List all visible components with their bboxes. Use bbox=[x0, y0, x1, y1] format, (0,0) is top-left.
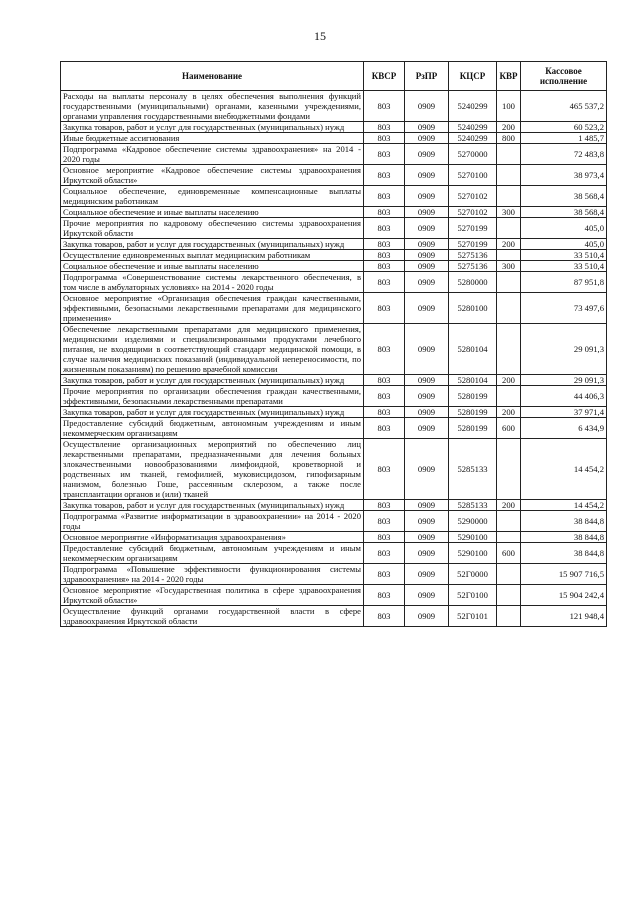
cell-kvsr: 803 bbox=[364, 606, 405, 627]
cell-kvr bbox=[497, 186, 521, 207]
cell-name: Осуществление организационных мероприятий по обеспечению лиц лекарственными препаратами, предназначенными для лечения больных злокачественными новообразованиями лимфоидной, кроветворной и родственных им тканей, гемофилией, муковисцидозом, гипофизарным нанизмом, болезнью Гоше, рассеянным склерозом, а также после трансплантации органов и (или) тканей bbox=[61, 439, 364, 500]
cell-amount: 29 091,3 bbox=[521, 375, 607, 386]
cell-rzpr: 0909 bbox=[405, 585, 449, 606]
table-row bbox=[61, 500, 607, 511]
cell-kvr bbox=[497, 386, 521, 407]
cell-rzpr: 0909 bbox=[405, 186, 449, 207]
cell-amount: 1 485,7 bbox=[521, 133, 607, 144]
cell-kcsr: 5280000 bbox=[449, 272, 497, 293]
cell-rzpr: 0909 bbox=[405, 250, 449, 261]
cell-rzpr: 0909 bbox=[405, 511, 449, 532]
cell-amount: 38 844,8 bbox=[521, 543, 607, 564]
cell-kcsr: 5270102 bbox=[449, 186, 497, 207]
cell-rzpr: 0909 bbox=[405, 239, 449, 250]
cell-kcsr: 52Г0101 bbox=[449, 606, 497, 627]
cell-kcsr: 5280104 bbox=[449, 324, 497, 375]
cell-kvr bbox=[497, 439, 521, 500]
cell-kvsr: 803 bbox=[364, 500, 405, 511]
cell-kvsr: 803 bbox=[364, 186, 405, 207]
cell-name: Обеспечение лекарственными препаратами для медицинского применения, медицинскими изделиями и специализированными продуктами лечебного питания, не входящими в соответствующий стандарт медицинской помощи, в случае наличия медицинских показаний (индивидуальной непереносимости, по жизненным показаниям) по решению врачебной комиссии bbox=[61, 324, 364, 375]
table-row bbox=[61, 207, 607, 218]
cell-rzpr: 0909 bbox=[405, 324, 449, 375]
cell-amount: 38 568,4 bbox=[521, 186, 607, 207]
cell-rzpr: 0909 bbox=[405, 207, 449, 218]
cell-kvsr: 803 bbox=[364, 564, 405, 585]
cell-kvr bbox=[497, 532, 521, 543]
cell-rzpr: 0909 bbox=[405, 543, 449, 564]
table-row bbox=[61, 543, 607, 564]
cell-kvsr: 803 bbox=[364, 543, 405, 564]
cell-name: Расходы на выплаты персоналу в целях обеспечения выполнения функций государственными (муниципальными) органами, казенными учреждениями, органами управления государственными внебюджетными фондами bbox=[61, 91, 364, 122]
cell-kcsr: 5270199 bbox=[449, 218, 497, 239]
cell-name: Предоставление субсидий бюджетным, автономным учреждениям и иным некоммерческим организациям bbox=[61, 543, 364, 564]
page-number: 15 bbox=[314, 29, 326, 43]
cell-kvr bbox=[497, 250, 521, 261]
cell-rzpr: 0909 bbox=[405, 439, 449, 500]
cell-kvsr: 803 bbox=[364, 324, 405, 375]
cell-rzpr: 0909 bbox=[405, 293, 449, 324]
cell-kcsr: 52Г0000 bbox=[449, 564, 497, 585]
cell-kvr: 200 bbox=[497, 500, 521, 511]
cell-kvsr: 803 bbox=[364, 144, 405, 165]
cell-kcsr: 5240299 bbox=[449, 122, 497, 133]
cell-name: Подпрограмма «Повышение эффективности функционирования системы здравоохранения» на 2014 - 2020 годы bbox=[61, 564, 364, 585]
table-header-row bbox=[61, 62, 607, 91]
cell-kvsr: 803 bbox=[364, 250, 405, 261]
cell-rzpr: 0909 bbox=[405, 133, 449, 144]
cell-amount: 33 510,4 bbox=[521, 250, 607, 261]
cell-name: Иные бюджетные ассигнования bbox=[61, 133, 364, 144]
cell-rzpr: 0909 bbox=[405, 122, 449, 133]
cell-name: Социальное обеспечение, единовременные компенсационные выплаты медицинским работникам bbox=[61, 186, 364, 207]
cell-amount: 465 537,2 bbox=[521, 91, 607, 122]
table-row bbox=[61, 606, 607, 627]
cell-kvr bbox=[497, 272, 521, 293]
cell-amount: 14 454,2 bbox=[521, 500, 607, 511]
cell-kcsr: 52Г0100 bbox=[449, 585, 497, 606]
cell-name: Закупка товаров, работ и услуг для государственных (муниципальных) нужд bbox=[61, 239, 364, 250]
cell-name: Подпрограмма «Развитие информатизации в здравоохранении» на 2014 - 2020 годы bbox=[61, 511, 364, 532]
cell-kvr bbox=[497, 324, 521, 375]
cell-kvr: 300 bbox=[497, 207, 521, 218]
cell-kvsr: 803 bbox=[364, 386, 405, 407]
cell-rzpr: 0909 bbox=[405, 91, 449, 122]
cell-kvr: 600 bbox=[497, 543, 521, 564]
cell-kvr: 300 bbox=[497, 261, 521, 272]
cell-name: Социальное обеспечение и иные выплаты населению bbox=[61, 261, 364, 272]
header-name: Наименование bbox=[61, 62, 364, 91]
cell-amount: 73 497,6 bbox=[521, 293, 607, 324]
cell-rzpr: 0909 bbox=[405, 375, 449, 386]
table-row bbox=[61, 532, 607, 543]
cell-kvsr: 803 bbox=[364, 532, 405, 543]
cell-name: Прочие мероприятия по кадровому обеспечению системы здравоохранения Иркутской области bbox=[61, 218, 364, 239]
cell-kvr bbox=[497, 293, 521, 324]
cell-name: Основное мероприятие «Информатизация здравоохранения» bbox=[61, 532, 364, 543]
cell-rzpr: 0909 bbox=[405, 386, 449, 407]
cell-kcsr: 5270102 bbox=[449, 207, 497, 218]
cell-name: Предоставление субсидий бюджетным, автономным учреждениям и иным некоммерческим организациям bbox=[61, 418, 364, 439]
header-kvr: КВР bbox=[497, 62, 521, 91]
cell-amount: 6 434,9 bbox=[521, 418, 607, 439]
table-row bbox=[61, 239, 607, 250]
cell-kvsr: 803 bbox=[364, 91, 405, 122]
cell-kvsr: 803 bbox=[364, 418, 405, 439]
cell-name: Основное мероприятие «Государственная политика в сфере здравоохранения Иркутской области» bbox=[61, 585, 364, 606]
cell-amount: 15 907 716,5 bbox=[521, 564, 607, 585]
cell-kvr bbox=[497, 218, 521, 239]
cell-rzpr: 0909 bbox=[405, 532, 449, 543]
cell-kvsr: 803 bbox=[364, 239, 405, 250]
cell-rzpr: 0909 bbox=[405, 606, 449, 627]
table-row bbox=[61, 407, 607, 418]
cell-name: Закупка товаров, работ и услуг для государственных (муниципальных) нужд bbox=[61, 122, 364, 133]
cell-kcsr: 5290100 bbox=[449, 543, 497, 564]
cell-amount: 38 568,4 bbox=[521, 207, 607, 218]
table-row bbox=[61, 418, 607, 439]
cell-kvsr: 803 bbox=[364, 133, 405, 144]
cell-kvr bbox=[497, 585, 521, 606]
cell-kvr bbox=[497, 144, 521, 165]
cell-amount: 38 844,8 bbox=[521, 511, 607, 532]
header-amount: Кассовое исполнение bbox=[521, 62, 607, 91]
cell-name: Осуществление единовременных выплат медицинским работникам bbox=[61, 250, 364, 261]
cell-kvsr: 803 bbox=[364, 218, 405, 239]
cell-kcsr: 5280199 bbox=[449, 407, 497, 418]
cell-amount: 87 951,8 bbox=[521, 272, 607, 293]
cell-amount: 38 844,8 bbox=[521, 532, 607, 543]
cell-name: Основное мероприятие «Кадровое обеспечение системы здравоохранения Иркутской области» bbox=[61, 165, 364, 186]
cell-name: Закупка товаров, работ и услуг для государственных (муниципальных) нужд bbox=[61, 500, 364, 511]
cell-kvr bbox=[497, 511, 521, 532]
table-row bbox=[61, 324, 607, 375]
cell-kcsr: 5290100 bbox=[449, 532, 497, 543]
cell-rzpr: 0909 bbox=[405, 218, 449, 239]
cell-name: Прочие мероприятия по организации обеспечения граждан качественными, эффективными, безопасными лекарственными препаратами bbox=[61, 386, 364, 407]
cell-kcsr: 5280100 bbox=[449, 293, 497, 324]
table-body bbox=[61, 91, 607, 627]
cell-kvr: 800 bbox=[497, 133, 521, 144]
cell-kcsr: 5275136 bbox=[449, 261, 497, 272]
table-row bbox=[61, 511, 607, 532]
cell-rzpr: 0909 bbox=[405, 165, 449, 186]
table-row bbox=[61, 186, 607, 207]
cell-amount: 405,0 bbox=[521, 239, 607, 250]
cell-amount: 29 091,3 bbox=[521, 324, 607, 375]
cell-name: Закупка товаров, работ и услуг для государственных (муниципальных) нужд bbox=[61, 375, 364, 386]
cell-rzpr: 0909 bbox=[405, 564, 449, 585]
cell-amount: 33 510,4 bbox=[521, 261, 607, 272]
cell-amount: 14 454,2 bbox=[521, 439, 607, 500]
table-row bbox=[61, 585, 607, 606]
table-row bbox=[61, 122, 607, 133]
cell-kcsr: 5285133 bbox=[449, 439, 497, 500]
cell-name: Основное мероприятие «Организация обеспечения граждан качественными, эффективными, безопасными лекарственными препаратами для медицинского применения» bbox=[61, 293, 364, 324]
cell-rzpr: 0909 bbox=[405, 144, 449, 165]
cell-amount: 15 904 242,4 bbox=[521, 585, 607, 606]
cell-amount: 121 948,4 bbox=[521, 606, 607, 627]
table-row bbox=[61, 218, 607, 239]
cell-rzpr: 0909 bbox=[405, 407, 449, 418]
cell-name: Закупка товаров, работ и услуг для государственных (муниципальных) нужд bbox=[61, 407, 364, 418]
cell-kvsr: 803 bbox=[364, 165, 405, 186]
table-row bbox=[61, 261, 607, 272]
cell-kcsr: 5280199 bbox=[449, 386, 497, 407]
cell-kvsr: 803 bbox=[364, 375, 405, 386]
header-rzpr: РзПР bbox=[405, 62, 449, 91]
cell-kvsr: 803 bbox=[364, 272, 405, 293]
cell-kvsr: 803 bbox=[364, 261, 405, 272]
table-row bbox=[61, 144, 607, 165]
cell-kcsr: 5285133 bbox=[449, 500, 497, 511]
cell-kvr bbox=[497, 606, 521, 627]
table-row bbox=[61, 375, 607, 386]
cell-rzpr: 0909 bbox=[405, 261, 449, 272]
cell-kvsr: 803 bbox=[364, 439, 405, 500]
cell-name: Осуществление функций органами государственной власти в сфере здравоохранения Иркутской области bbox=[61, 606, 364, 627]
header-kvsr: КВСР bbox=[364, 62, 405, 91]
cell-name: Социальное обеспечение и иные выплаты населению bbox=[61, 207, 364, 218]
cell-kvsr: 803 bbox=[364, 122, 405, 133]
table-row bbox=[61, 272, 607, 293]
cell-name: Подпрограмма «Кадровое обеспечение системы здравоохранения» на 2014 - 2020 годы bbox=[61, 144, 364, 165]
cell-kvr: 200 bbox=[497, 239, 521, 250]
cell-kcsr: 5275136 bbox=[449, 250, 497, 261]
cell-kvr bbox=[497, 564, 521, 585]
cell-amount: 44 406,3 bbox=[521, 386, 607, 407]
cell-rzpr: 0909 bbox=[405, 272, 449, 293]
table-row bbox=[61, 133, 607, 144]
cell-name: Подпрограмма «Совершенствование системы лекарственного обеспечения, в том числе в амбулаторных условиях» на 2014 - 2020 годы bbox=[61, 272, 364, 293]
header-kcsr: КЦСР bbox=[449, 62, 497, 91]
cell-kcsr: 5270100 bbox=[449, 165, 497, 186]
cell-kvsr: 803 bbox=[364, 511, 405, 532]
cell-kcsr: 5280199 bbox=[449, 418, 497, 439]
table-row bbox=[61, 439, 607, 500]
cell-kcsr: 5240299 bbox=[449, 133, 497, 144]
cell-amount: 37 971,4 bbox=[521, 407, 607, 418]
cell-kcsr: 5240299 bbox=[449, 91, 497, 122]
cell-amount: 405,0 bbox=[521, 218, 607, 239]
cell-amount: 60 523,2 bbox=[521, 122, 607, 133]
table-row bbox=[61, 386, 607, 407]
cell-kcsr: 5280104 bbox=[449, 375, 497, 386]
cell-kcsr: 5270000 bbox=[449, 144, 497, 165]
table-row bbox=[61, 91, 607, 122]
cell-amount: 72 483,8 bbox=[521, 144, 607, 165]
table-row bbox=[61, 564, 607, 585]
cell-kvsr: 803 bbox=[364, 407, 405, 418]
cell-kvsr: 803 bbox=[364, 293, 405, 324]
table-row bbox=[61, 293, 607, 324]
cell-kvr: 200 bbox=[497, 407, 521, 418]
cell-rzpr: 0909 bbox=[405, 418, 449, 439]
cell-kvr: 200 bbox=[497, 122, 521, 133]
cell-rzpr: 0909 bbox=[405, 500, 449, 511]
table-row bbox=[61, 165, 607, 186]
cell-kvr: 100 bbox=[497, 91, 521, 122]
budget-execution-table bbox=[60, 61, 607, 627]
cell-kvsr: 803 bbox=[364, 207, 405, 218]
cell-kvsr: 803 bbox=[364, 585, 405, 606]
cell-kcsr: 5270199 bbox=[449, 239, 497, 250]
cell-kcsr: 5290000 bbox=[449, 511, 497, 532]
cell-amount: 38 973,4 bbox=[521, 165, 607, 186]
cell-kvr: 200 bbox=[497, 375, 521, 386]
cell-kvr bbox=[497, 165, 521, 186]
cell-kvr: 600 bbox=[497, 418, 521, 439]
table-row bbox=[61, 250, 607, 261]
